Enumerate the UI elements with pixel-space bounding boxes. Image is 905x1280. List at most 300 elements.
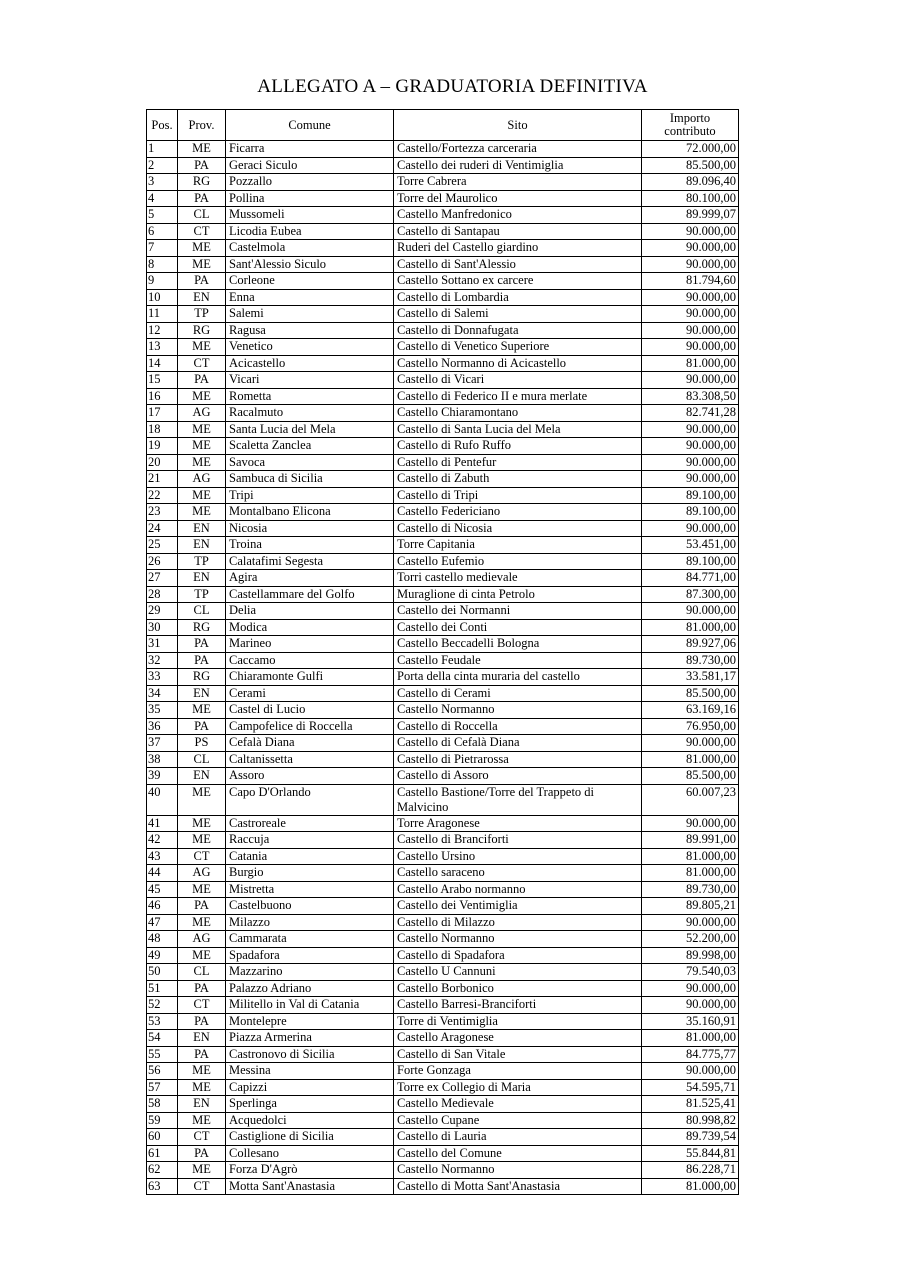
cell-comune: Tripi bbox=[226, 487, 394, 504]
cell-prov: ME bbox=[178, 438, 226, 455]
cell-prov: ME bbox=[178, 1162, 226, 1179]
cell-sito: Castello Feudale bbox=[394, 652, 642, 669]
table-row bbox=[147, 471, 739, 488]
cell-pos: 50 bbox=[147, 964, 178, 981]
cell-importo: 35.160,91 bbox=[642, 1013, 739, 1030]
cell-sito: Castello di Assoro bbox=[394, 768, 642, 785]
cell-sito: Castello di San Vitale bbox=[394, 1046, 642, 1063]
cell-pos: 61 bbox=[147, 1145, 178, 1162]
cell-pos: 3 bbox=[147, 174, 178, 191]
table-row bbox=[147, 520, 739, 537]
cell-sito: Castello di Federico II e mura merlate bbox=[394, 388, 642, 405]
cell-pos: 60 bbox=[147, 1129, 178, 1146]
cell-prov: TP bbox=[178, 586, 226, 603]
table-row bbox=[147, 768, 739, 785]
table-row bbox=[147, 1178, 739, 1195]
cell-comune: Spadafora bbox=[226, 947, 394, 964]
cell-sito: Castello Sottano ex carcere bbox=[394, 273, 642, 290]
cell-prov: ME bbox=[178, 141, 226, 158]
cell-importo: 86.228,71 bbox=[642, 1162, 739, 1179]
cell-sito: Forte Gonzaga bbox=[394, 1063, 642, 1080]
cell-comune: Santa Lucia del Mela bbox=[226, 421, 394, 438]
header-prov: Prov. bbox=[178, 110, 226, 141]
cell-sito: Castello Aragonese bbox=[394, 1030, 642, 1047]
cell-prov: EN bbox=[178, 1030, 226, 1047]
cell-importo: 90.000,00 bbox=[642, 256, 739, 273]
cell-pos: 51 bbox=[147, 980, 178, 997]
cell-comune: Milazzo bbox=[226, 914, 394, 931]
cell-pos: 10 bbox=[147, 289, 178, 306]
cell-comune: Nicosia bbox=[226, 520, 394, 537]
cell-pos: 58 bbox=[147, 1096, 178, 1113]
cell-sito: Torre Aragonese bbox=[394, 815, 642, 832]
cell-comune: Ficarra bbox=[226, 141, 394, 158]
cell-comune: Vicari bbox=[226, 372, 394, 389]
table-row bbox=[147, 421, 739, 438]
cell-pos: 17 bbox=[147, 405, 178, 422]
cell-prov: EN bbox=[178, 685, 226, 702]
cell-sito: Castello di Pietrarossa bbox=[394, 751, 642, 768]
cell-pos: 53 bbox=[147, 1013, 178, 1030]
cell-pos: 8 bbox=[147, 256, 178, 273]
cell-comune: Castel di Lucio bbox=[226, 702, 394, 719]
cell-pos: 23 bbox=[147, 504, 178, 521]
cell-pos: 44 bbox=[147, 865, 178, 882]
table-row bbox=[147, 1063, 739, 1080]
table-header-row bbox=[147, 110, 739, 141]
cell-comune: Pollina bbox=[226, 190, 394, 207]
cell-prov: PA bbox=[178, 980, 226, 997]
cell-comune: Militello in Val di Catania bbox=[226, 997, 394, 1014]
cell-importo: 89.998,00 bbox=[642, 947, 739, 964]
table-row bbox=[147, 997, 739, 1014]
table-row bbox=[147, 1129, 739, 1146]
cell-comune: Montalbano Elicona bbox=[226, 504, 394, 521]
table-row bbox=[147, 405, 739, 422]
cell-comune: Mussomeli bbox=[226, 207, 394, 224]
cell-sito: Castello Ursino bbox=[394, 848, 642, 865]
cell-comune: Scaletta Zanclea bbox=[226, 438, 394, 455]
cell-importo: 80.998,82 bbox=[642, 1112, 739, 1129]
cell-importo: 72.000,00 bbox=[642, 141, 739, 158]
cell-importo: 63.169,16 bbox=[642, 702, 739, 719]
cell-prov: ME bbox=[178, 504, 226, 521]
cell-comune: Capo D'Orlando bbox=[226, 784, 394, 815]
cell-prov: PA bbox=[178, 1145, 226, 1162]
cell-comune: Geraci Siculo bbox=[226, 157, 394, 174]
cell-prov: ME bbox=[178, 421, 226, 438]
cell-prov: RG bbox=[178, 322, 226, 339]
cell-importo: 90.000,00 bbox=[642, 980, 739, 997]
cell-importo: 54.595,71 bbox=[642, 1079, 739, 1096]
table-row bbox=[147, 1079, 739, 1096]
table-row bbox=[147, 388, 739, 405]
cell-comune: Corleone bbox=[226, 273, 394, 290]
cell-pos: 2 bbox=[147, 157, 178, 174]
cell-comune: Pozzallo bbox=[226, 174, 394, 191]
cell-sito: Castello di Sant'Alessio bbox=[394, 256, 642, 273]
cell-comune: Marineo bbox=[226, 636, 394, 653]
cell-pos: 62 bbox=[147, 1162, 178, 1179]
cell-importo: 90.000,00 bbox=[642, 815, 739, 832]
cell-importo: 83.308,50 bbox=[642, 388, 739, 405]
cell-prov: CT bbox=[178, 355, 226, 372]
cell-comune: Assoro bbox=[226, 768, 394, 785]
cell-pos: 15 bbox=[147, 372, 178, 389]
cell-prov: CT bbox=[178, 1129, 226, 1146]
cell-pos: 32 bbox=[147, 652, 178, 669]
header-importo: Importo contributo bbox=[642, 110, 739, 141]
cell-sito: Castello di Tripi bbox=[394, 487, 642, 504]
table-row bbox=[147, 322, 739, 339]
cell-importo: 55.844,81 bbox=[642, 1145, 739, 1162]
table-row bbox=[147, 339, 739, 356]
cell-importo: 53.451,00 bbox=[642, 537, 739, 554]
cell-importo: 81.000,00 bbox=[642, 619, 739, 636]
cell-importo: 90.000,00 bbox=[642, 322, 739, 339]
cell-importo: 89.730,00 bbox=[642, 881, 739, 898]
cell-pos: 1 bbox=[147, 141, 178, 158]
table-body bbox=[147, 141, 739, 1195]
cell-comune: Castronovo di Sicilia bbox=[226, 1046, 394, 1063]
cell-importo: 90.000,00 bbox=[642, 223, 739, 240]
cell-pos: 22 bbox=[147, 487, 178, 504]
cell-comune: Montelepre bbox=[226, 1013, 394, 1030]
table-row bbox=[147, 1030, 739, 1047]
cell-prov: ME bbox=[178, 784, 226, 815]
cell-sito: Castello di Nicosia bbox=[394, 520, 642, 537]
cell-comune: Castelbuono bbox=[226, 898, 394, 915]
header-sito: Sito bbox=[394, 110, 642, 141]
cell-prov: RG bbox=[178, 174, 226, 191]
cell-comune: Rometta bbox=[226, 388, 394, 405]
cell-comune: Agira bbox=[226, 570, 394, 587]
cell-pos: 29 bbox=[147, 603, 178, 620]
cell-sito: Castello di Pentefur bbox=[394, 454, 642, 471]
cell-importo: 80.100,00 bbox=[642, 190, 739, 207]
table-row bbox=[147, 273, 739, 290]
table-row bbox=[147, 669, 739, 686]
cell-pos: 59 bbox=[147, 1112, 178, 1129]
cell-prov: EN bbox=[178, 520, 226, 537]
cell-sito: Torri castello medievale bbox=[394, 570, 642, 587]
cell-sito: Castello Chiaramontano bbox=[394, 405, 642, 422]
cell-importo: 81.000,00 bbox=[642, 865, 739, 882]
cell-comune: Enna bbox=[226, 289, 394, 306]
table-row bbox=[147, 174, 739, 191]
cell-pos: 16 bbox=[147, 388, 178, 405]
cell-sito: Castello di Spadafora bbox=[394, 947, 642, 964]
table-row bbox=[147, 603, 739, 620]
cell-importo: 90.000,00 bbox=[642, 914, 739, 931]
cell-comune: Mazzarino bbox=[226, 964, 394, 981]
cell-pos: 25 bbox=[147, 537, 178, 554]
cell-comune: Messina bbox=[226, 1063, 394, 1080]
cell-pos: 4 bbox=[147, 190, 178, 207]
cell-comune: Campofelice di Roccella bbox=[226, 718, 394, 735]
cell-importo: 90.000,00 bbox=[642, 735, 739, 752]
cell-prov: PA bbox=[178, 718, 226, 735]
cell-prov: EN bbox=[178, 1096, 226, 1113]
cell-sito: Castello Arabo normanno bbox=[394, 881, 642, 898]
table-row bbox=[147, 964, 739, 981]
cell-sito: Castello di Motta Sant'Anastasia bbox=[394, 1178, 642, 1195]
cell-comune: Licodia Eubea bbox=[226, 223, 394, 240]
header-comune: Comune bbox=[226, 110, 394, 141]
cell-prov: CT bbox=[178, 223, 226, 240]
table-row bbox=[147, 537, 739, 554]
cell-prov: CT bbox=[178, 997, 226, 1014]
table-row bbox=[147, 487, 739, 504]
cell-sito: Torre di Ventimiglia bbox=[394, 1013, 642, 1030]
cell-prov: TP bbox=[178, 306, 226, 323]
cell-comune: Castellammare del Golfo bbox=[226, 586, 394, 603]
cell-importo: 81.000,00 bbox=[642, 751, 739, 768]
cell-prov: RG bbox=[178, 669, 226, 686]
cell-importo: 90.000,00 bbox=[642, 306, 739, 323]
cell-comune: Troina bbox=[226, 537, 394, 554]
cell-pos: 13 bbox=[147, 339, 178, 356]
cell-comune: Catania bbox=[226, 848, 394, 865]
cell-importo: 81.000,00 bbox=[642, 355, 739, 372]
table-row bbox=[147, 865, 739, 882]
cell-pos: 42 bbox=[147, 832, 178, 849]
cell-importo: 90.000,00 bbox=[642, 289, 739, 306]
table-row bbox=[147, 438, 739, 455]
cell-comune: Piazza Armerina bbox=[226, 1030, 394, 1047]
cell-pos: 7 bbox=[147, 240, 178, 257]
cell-prov: ME bbox=[178, 832, 226, 849]
cell-prov: RG bbox=[178, 619, 226, 636]
cell-sito: Castello Normanno bbox=[394, 702, 642, 719]
cell-prov: ME bbox=[178, 487, 226, 504]
cell-prov: PA bbox=[178, 190, 226, 207]
table-row bbox=[147, 784, 739, 815]
cell-pos: 21 bbox=[147, 471, 178, 488]
cell-sito: Castello U Cannuni bbox=[394, 964, 642, 981]
cell-comune: Modica bbox=[226, 619, 394, 636]
cell-pos: 27 bbox=[147, 570, 178, 587]
cell-prov: CL bbox=[178, 751, 226, 768]
cell-pos: 52 bbox=[147, 997, 178, 1014]
table-row bbox=[147, 570, 739, 587]
cell-sito: Castello Medievale bbox=[394, 1096, 642, 1113]
cell-sito: Castello di Donnafugata bbox=[394, 322, 642, 339]
cell-importo: 84.771,00 bbox=[642, 570, 739, 587]
cell-pos: 55 bbox=[147, 1046, 178, 1063]
cell-sito: Castello di Rufo Ruffo bbox=[394, 438, 642, 455]
cell-prov: ME bbox=[178, 1063, 226, 1080]
cell-pos: 37 bbox=[147, 735, 178, 752]
cell-sito: Castello Normanno bbox=[394, 931, 642, 948]
cell-pos: 33 bbox=[147, 669, 178, 686]
cell-comune: Collesano bbox=[226, 1145, 394, 1162]
table-row bbox=[147, 735, 739, 752]
cell-comune: Chiaramonte Gulfi bbox=[226, 669, 394, 686]
table-row bbox=[147, 141, 739, 158]
cell-importo: 90.000,00 bbox=[642, 1063, 739, 1080]
cell-sito: Castello di Lombardia bbox=[394, 289, 642, 306]
cell-pos: 38 bbox=[147, 751, 178, 768]
table-row bbox=[147, 157, 739, 174]
cell-importo: 89.100,00 bbox=[642, 553, 739, 570]
cell-importo: 52.200,00 bbox=[642, 931, 739, 948]
cell-sito: Castello dei ruderi di Ventimiglia bbox=[394, 157, 642, 174]
cell-sito: Ruderi del Castello giardino bbox=[394, 240, 642, 257]
table-row bbox=[147, 702, 739, 719]
cell-prov: CL bbox=[178, 964, 226, 981]
cell-prov: AG bbox=[178, 471, 226, 488]
cell-prov: ME bbox=[178, 914, 226, 931]
cell-pos: 28 bbox=[147, 586, 178, 603]
cell-sito: Castello Cupane bbox=[394, 1112, 642, 1129]
cell-sito: Torre Capitania bbox=[394, 537, 642, 554]
cell-sito: Castello di Lauria bbox=[394, 1129, 642, 1146]
cell-prov: PA bbox=[178, 652, 226, 669]
cell-prov: PA bbox=[178, 1046, 226, 1063]
table-row bbox=[147, 1112, 739, 1129]
cell-sito: Castello dei Ventimiglia bbox=[394, 898, 642, 915]
cell-prov: TP bbox=[178, 553, 226, 570]
cell-prov: PA bbox=[178, 157, 226, 174]
cell-sito: Castello di Branciforti bbox=[394, 832, 642, 849]
cell-sito: Castello Normanno bbox=[394, 1162, 642, 1179]
cell-comune: Mistretta bbox=[226, 881, 394, 898]
cell-importo: 60.007,23 bbox=[642, 784, 739, 815]
cell-prov: ME bbox=[178, 702, 226, 719]
cell-importo: 89.730,00 bbox=[642, 652, 739, 669]
cell-sito: Castello/Fortezza carceraria bbox=[394, 141, 642, 158]
cell-prov: PA bbox=[178, 372, 226, 389]
table-row bbox=[147, 306, 739, 323]
table-row bbox=[147, 931, 739, 948]
table-row bbox=[147, 454, 739, 471]
cell-importo: 90.000,00 bbox=[642, 240, 739, 257]
cell-prov: EN bbox=[178, 537, 226, 554]
cell-pos: 43 bbox=[147, 848, 178, 865]
cell-pos: 9 bbox=[147, 273, 178, 290]
cell-importo: 90.000,00 bbox=[642, 520, 739, 537]
table-row bbox=[147, 355, 739, 372]
table-row bbox=[147, 256, 739, 273]
cell-prov: ME bbox=[178, 947, 226, 964]
cell-pos: 45 bbox=[147, 881, 178, 898]
cell-prov: PA bbox=[178, 898, 226, 915]
cell-importo: 89.100,00 bbox=[642, 504, 739, 521]
table-row bbox=[147, 685, 739, 702]
table-row bbox=[147, 207, 739, 224]
cell-prov: ME bbox=[178, 339, 226, 356]
cell-prov: PS bbox=[178, 735, 226, 752]
cell-prov: EN bbox=[178, 570, 226, 587]
table-row bbox=[147, 1162, 739, 1179]
cell-prov: ME bbox=[178, 1112, 226, 1129]
cell-pos: 5 bbox=[147, 207, 178, 224]
cell-pos: 24 bbox=[147, 520, 178, 537]
cell-pos: 30 bbox=[147, 619, 178, 636]
cell-importo: 89.991,00 bbox=[642, 832, 739, 849]
cell-importo: 33.581,17 bbox=[642, 669, 739, 686]
page-title: ALLEGATO A – GRADUATORIA DEFINITIVA bbox=[257, 76, 648, 97]
cell-sito: Castello saraceno bbox=[394, 865, 642, 882]
cell-comune: Calatafimi Segesta bbox=[226, 553, 394, 570]
cell-pos: 36 bbox=[147, 718, 178, 735]
header-pos: Pos. bbox=[147, 110, 178, 141]
table-row bbox=[147, 619, 739, 636]
cell-importo: 90.000,00 bbox=[642, 603, 739, 620]
cell-pos: 63 bbox=[147, 1178, 178, 1195]
cell-importo: 89.927,06 bbox=[642, 636, 739, 653]
cell-importo: 90.000,00 bbox=[642, 454, 739, 471]
cell-sito: Muraglione di cinta Petrolo bbox=[394, 586, 642, 603]
graduatoria-table bbox=[146, 109, 739, 1195]
table-row bbox=[147, 586, 739, 603]
cell-comune: Motta Sant'Anastasia bbox=[226, 1178, 394, 1195]
table-row bbox=[147, 240, 739, 257]
table-row bbox=[147, 372, 739, 389]
cell-pos: 40 bbox=[147, 784, 178, 815]
cell-prov: PA bbox=[178, 273, 226, 290]
cell-sito: Castello di Salemi bbox=[394, 306, 642, 323]
cell-prov: EN bbox=[178, 289, 226, 306]
cell-importo: 90.000,00 bbox=[642, 339, 739, 356]
table-row bbox=[147, 223, 739, 240]
cell-sito: Castello di Roccella bbox=[394, 718, 642, 735]
table-row bbox=[147, 553, 739, 570]
cell-pos: 18 bbox=[147, 421, 178, 438]
cell-prov: AG bbox=[178, 865, 226, 882]
cell-importo: 81.794,60 bbox=[642, 273, 739, 290]
cell-sito: Castello Barresi-Branciforti bbox=[394, 997, 642, 1014]
cell-pos: 14 bbox=[147, 355, 178, 372]
cell-pos: 35 bbox=[147, 702, 178, 719]
cell-pos: 12 bbox=[147, 322, 178, 339]
cell-comune: Sperlinga bbox=[226, 1096, 394, 1113]
cell-sito: Castello di Milazzo bbox=[394, 914, 642, 931]
cell-sito: Castello Manfredonico bbox=[394, 207, 642, 224]
cell-sito: Castello dei Conti bbox=[394, 619, 642, 636]
cell-comune: Palazzo Adriano bbox=[226, 980, 394, 997]
table-row bbox=[147, 718, 739, 735]
cell-comune: Savoca bbox=[226, 454, 394, 471]
cell-sito: Torre del Maurolico bbox=[394, 190, 642, 207]
cell-prov: CL bbox=[178, 603, 226, 620]
cell-importo: 90.000,00 bbox=[642, 997, 739, 1014]
cell-comune: Sambuca di Sicilia bbox=[226, 471, 394, 488]
cell-sito: Torre Cabrera bbox=[394, 174, 642, 191]
table-row bbox=[147, 914, 739, 931]
cell-importo: 84.775,77 bbox=[642, 1046, 739, 1063]
cell-comune: Racalmuto bbox=[226, 405, 394, 422]
cell-pos: 34 bbox=[147, 685, 178, 702]
cell-pos: 48 bbox=[147, 931, 178, 948]
table-row bbox=[147, 848, 739, 865]
cell-pos: 46 bbox=[147, 898, 178, 915]
cell-pos: 49 bbox=[147, 947, 178, 964]
table-row bbox=[147, 1145, 739, 1162]
cell-sito: Castello di Cerami bbox=[394, 685, 642, 702]
table-row bbox=[147, 636, 739, 653]
cell-prov: EN bbox=[178, 768, 226, 785]
cell-comune: Caltanissetta bbox=[226, 751, 394, 768]
cell-sito: Castello di Santa Lucia del Mela bbox=[394, 421, 642, 438]
table-row bbox=[147, 980, 739, 997]
cell-sito: Castello del Comune bbox=[394, 1145, 642, 1162]
cell-comune: Cammarata bbox=[226, 931, 394, 948]
cell-importo: 81.000,00 bbox=[642, 1178, 739, 1195]
cell-pos: 19 bbox=[147, 438, 178, 455]
cell-sito: Castello di Zabuth bbox=[394, 471, 642, 488]
